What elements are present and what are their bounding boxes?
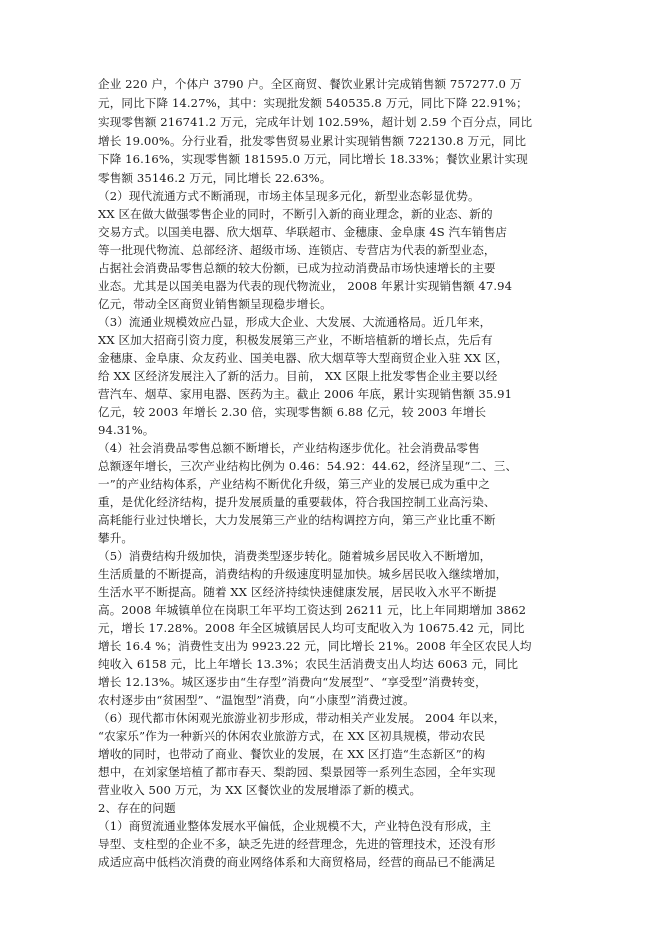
text-line: 元，增长 17.28%。2008 年全区城镇居民人均可支配收入为 10675.42 元，同比 bbox=[98, 621, 525, 635]
text-line: 亿元，较 2003 年增长 2.30 倍，实现零售额 6.88 亿元，较 2003 年增长 bbox=[98, 405, 487, 419]
text-line: 元，同比下降 14.27%，其中：实现批发额 540535.8 万元，同比下降 22.91%； bbox=[98, 96, 528, 110]
text-line: 攀升。 bbox=[98, 531, 134, 545]
text-line: （6）现代都市休闲观光旅游业初步形成，带动相关产业发展。 2004 年以来， bbox=[98, 711, 506, 725]
text-line: 生活质量的不断提高，消费结构的升级速度明显加快。城乡居民收入继续增加， bbox=[98, 567, 508, 581]
text-line: 增长 16.4 %；消费性支出为 9923.22 元，同比增长 21%。2008 年全区农民人均 bbox=[98, 639, 532, 653]
text-line: （4）社会消费品零售总额不断增长，产业结构逐步优化。社会消费品零售 bbox=[98, 441, 480, 455]
text-line: 营汽车、烟草、家用电器、医药为主。截止 2006 年底，累计实现销售额 35.91 bbox=[98, 387, 513, 401]
text-line: 一”的产业结构体系，产业结构不断优化升级，第三产业的发展已成为重中之 bbox=[98, 477, 490, 491]
text-line: 企业 220 户，个体户 3790 户。全区商贸、餐饮业累计完成销售额 757277.0 万 bbox=[98, 77, 522, 91]
text-line: 增收的同时，也带动了商业、餐饮业的发展，在 XX 区打造“生态新区”的构 bbox=[98, 747, 486, 761]
text-line: （5）消费结构升级加快，消费类型逐步转化。随着城乡居民收入不断增加， bbox=[98, 549, 492, 563]
text-line: 占据社会消费品零售总额的较大份额，已成为拉动消费品市场快速增长的主要 bbox=[98, 261, 496, 275]
text-line: 实现零售额 216741.2 万元，完成年计划 102.59%，超计划 2.59 个百分点，同比 bbox=[98, 115, 533, 129]
text-line: 生活水平不断提高。随着 XX 区经济持续快速健康发展，居民收入水平不断提 bbox=[98, 585, 497, 599]
text-line: 业态。尤其是以国美电器为代表的现代物流业， 2008 年累计实现销售额 47.94 bbox=[98, 279, 513, 293]
text-line: 下降 16.16%，实现零售额 181595.0 万元，同比增长 18.33%；餐饮业累计实现 bbox=[98, 152, 528, 166]
text-line: XX 区在做大做强零售企业的同时，不断引入新的商业理念，新的业态、新的 bbox=[98, 207, 493, 221]
text-line: 营业收入 500 万元，为 XX 区餐饮业的发展增添了新的模式。 bbox=[98, 783, 422, 797]
text-line: 成适应高中低档次消费的商业网络体系和大商贸格局，经营的商品已不能满足 bbox=[98, 855, 496, 869]
text-line: 零售额 35146.2 万元，同比增长 22.63%。 bbox=[98, 171, 332, 185]
text-line: 给 XX 区经济发展注入了新的活力。目前， XX 区限上批发零售企业主要以经 bbox=[98, 369, 498, 383]
text-line: 等一批现代物流、总部经济、超级市场、连锁店、专营店为代表的新型业态， bbox=[98, 243, 496, 257]
text-line: 高。2008 年城镇单位在岗职工年平均工资达到 26211 元，比上年同期增加 3862 bbox=[98, 603, 527, 617]
text-line: 金穗康、金阜康、众友药业、国美电器、欣大烟草等大型商贸企业入驻 XX 区， bbox=[98, 351, 509, 365]
text-line: 增长 12.13%。城区逐步由“生存型”消费向“发展型”、“享受型”消费转变， bbox=[98, 675, 487, 689]
text-line: 纯收入 6158 元，比上年增长 13.3%；农民生活消费支出人均达 6063 元，同比 bbox=[98, 657, 519, 671]
text-line: 高耗能行业过快增长，大力发展第三产业的结构调控方向，第三产业比重不断 bbox=[98, 513, 496, 527]
text-line: 想中，在刘家堡培植了都市春天、梨韵园、梨景园等一系列生态园，全年实现 bbox=[98, 765, 496, 779]
text-line: （2）现代流通方式不断涌现，市场主体呈现多元化，新型业态彰显优势。 bbox=[98, 189, 480, 203]
section-heading: 2、存在的问题 bbox=[98, 801, 176, 815]
text-line: 亿元，带动全区商贸业销售额呈现稳步增长。 bbox=[98, 297, 332, 311]
text-line: 94.31%。 bbox=[98, 423, 155, 437]
text-line: 交易方式。以国美电器、欣大烟草、华联超市、金穗康、金阜康 4S 汽车销售店 bbox=[98, 225, 507, 239]
text-line: “农家乐”作为一种新兴的休闲农业旅游方式，在 XX 区初具规模，带动农民 bbox=[98, 729, 486, 743]
text-line: 增长 19.00%。分行业看，批发零售贸易业累计实现销售额 722130.8 万元，同比 bbox=[98, 134, 527, 148]
text-line: XX 区加大招商引资力度，积极发展第三产业，不断培植新的增长点，先后有 bbox=[98, 333, 493, 347]
text-line: 农村逐步由“贫困型”、“温饱型”消费，向“小康型”消费过渡。 bbox=[98, 693, 415, 707]
text-line: 重，是优化经济结构，提升发展质量的重要载体，符合我国控制工业高污染、 bbox=[98, 495, 496, 509]
text-line: （3）流通业规模效应凸显，形成大企业、大发展、大流通格局。近几年来， bbox=[98, 315, 492, 329]
text-line: （1）商贸流通业整体发展水平偏低，企业规模不大，产业特色没有形成，主 bbox=[98, 819, 492, 833]
text-line: 总额逐年增长，三次产业结构比例为 0.46：54.92：44.62，经济呈现“二、三、 bbox=[98, 459, 518, 473]
text-line: 导型、支柱型的企业不多，缺乏先进的经营理念，先进的管理技术，还没有形 bbox=[98, 837, 496, 851]
